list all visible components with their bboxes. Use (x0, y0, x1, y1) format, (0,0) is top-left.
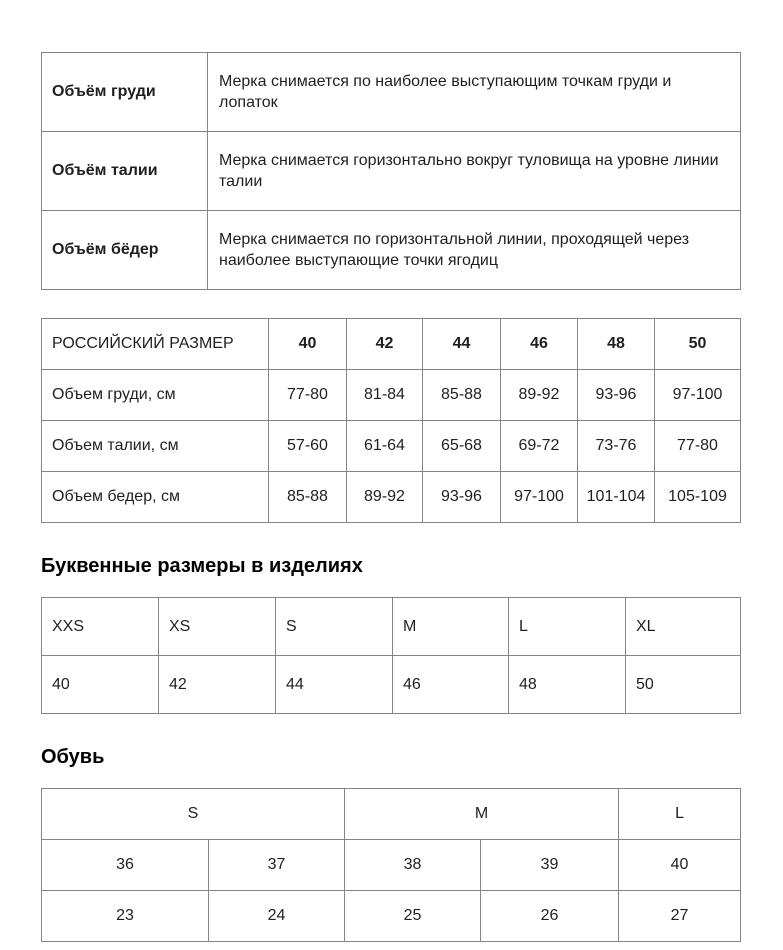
table-row (42, 211, 741, 290)
shoe-cm-size: 23 (42, 891, 209, 942)
table-row (42, 472, 741, 523)
measurement-term: Объём груди (42, 53, 208, 132)
numeric-size-value: 50 (626, 656, 741, 714)
table-row (42, 132, 741, 211)
letter-size-label: XXS (42, 598, 159, 656)
table-row (42, 370, 741, 421)
letter-size-label: M (393, 598, 509, 656)
shoe-eu-size: 40 (619, 840, 741, 891)
numeric-size-value: 44 (276, 656, 393, 714)
measurement-value: 97-100 (501, 472, 578, 523)
shoe-sizes-table (41, 788, 741, 942)
measurement-value: 57-60 (269, 421, 347, 472)
measurement-value: 105-109 (655, 472, 741, 523)
table-header-row (42, 319, 741, 370)
letter-size-label: XS (159, 598, 276, 656)
letter-size-label: XL (626, 598, 741, 656)
measurement-value: 89-92 (347, 472, 423, 523)
shoe-cm-size: 24 (209, 891, 345, 942)
letter-size-label: L (509, 598, 626, 656)
numeric-size-value: 40 (42, 656, 159, 714)
table-header-row (42, 598, 741, 656)
table-row (42, 891, 741, 942)
measurement-term: Объём талии (42, 132, 208, 211)
size-column-header: 50 (655, 319, 741, 370)
letter-size-label: S (276, 598, 393, 656)
table-row (42, 656, 741, 714)
size-chart-document (41, 0, 741, 942)
measurement-row-label: Объем бедер, см (42, 472, 269, 523)
measurement-value: 77-80 (655, 421, 741, 472)
measurement-value: 89-92 (501, 370, 578, 421)
shoe-cm-size: 25 (345, 891, 481, 942)
shoe-size-group-label: L (619, 789, 741, 840)
numeric-size-value: 46 (393, 656, 509, 714)
size-column-header: 42 (347, 319, 423, 370)
measurement-value: 93-96 (578, 370, 655, 421)
size-column-header: 40 (269, 319, 347, 370)
table-row (42, 840, 741, 891)
size-column-header: 44 (423, 319, 501, 370)
shoe-eu-size: 36 (42, 840, 209, 891)
numeric-size-value: 42 (159, 656, 276, 714)
measurement-value: 81-84 (347, 370, 423, 421)
shoe-size-group-label: M (345, 789, 619, 840)
measurement-definitions-table (41, 52, 741, 290)
measurement-value: 61-64 (347, 421, 423, 472)
russian-size-header-label: РОССИЙСКИЙ РАЗМЕР (42, 319, 269, 370)
numeric-size-value: 48 (509, 656, 626, 714)
shoe-eu-size: 37 (209, 840, 345, 891)
size-column-header: 46 (501, 319, 578, 370)
table-row (42, 421, 741, 472)
shoe-eu-size: 39 (481, 840, 619, 891)
measurement-value: 69-72 (501, 421, 578, 472)
shoes-heading: Обувь (41, 746, 105, 768)
measurement-row-label: Объем груди, см (42, 370, 269, 421)
measurement-row-label: Объем талии, см (42, 421, 269, 472)
measurement-definition: Мерка снимается по горизонтальной линии, проходящей через наиболее выступающие точки ягодиц (208, 211, 741, 290)
measurement-value: 85-88 (269, 472, 347, 523)
shoe-eu-size: 38 (345, 840, 481, 891)
measurement-value: 65-68 (423, 421, 501, 472)
table-header-row (42, 789, 741, 840)
measurement-value: 85-88 (423, 370, 501, 421)
measurement-value: 77-80 (269, 370, 347, 421)
shoe-size-group-label: S (42, 789, 345, 840)
measurement-value: 97-100 (655, 370, 741, 421)
table-row (42, 53, 741, 132)
letter-sizes-table (41, 597, 741, 714)
measurement-definition: Мерка снимается горизонтально вокруг туловища на уровне линии талии (208, 132, 741, 211)
measurement-definition: Мерка снимается по наиболее выступающим точкам груди и лопаток (208, 53, 741, 132)
measurement-value: 101-104 (578, 472, 655, 523)
shoe-cm-size: 27 (619, 891, 741, 942)
measurement-value: 93-96 (423, 472, 501, 523)
measurement-value: 73-76 (578, 421, 655, 472)
shoe-cm-size: 26 (481, 891, 619, 942)
letter-sizes-heading: Буквенные размеры в изделиях (41, 555, 363, 577)
size-column-header: 48 (578, 319, 655, 370)
measurement-term: Объём бёдер (42, 211, 208, 290)
russian-size-table (41, 318, 741, 523)
